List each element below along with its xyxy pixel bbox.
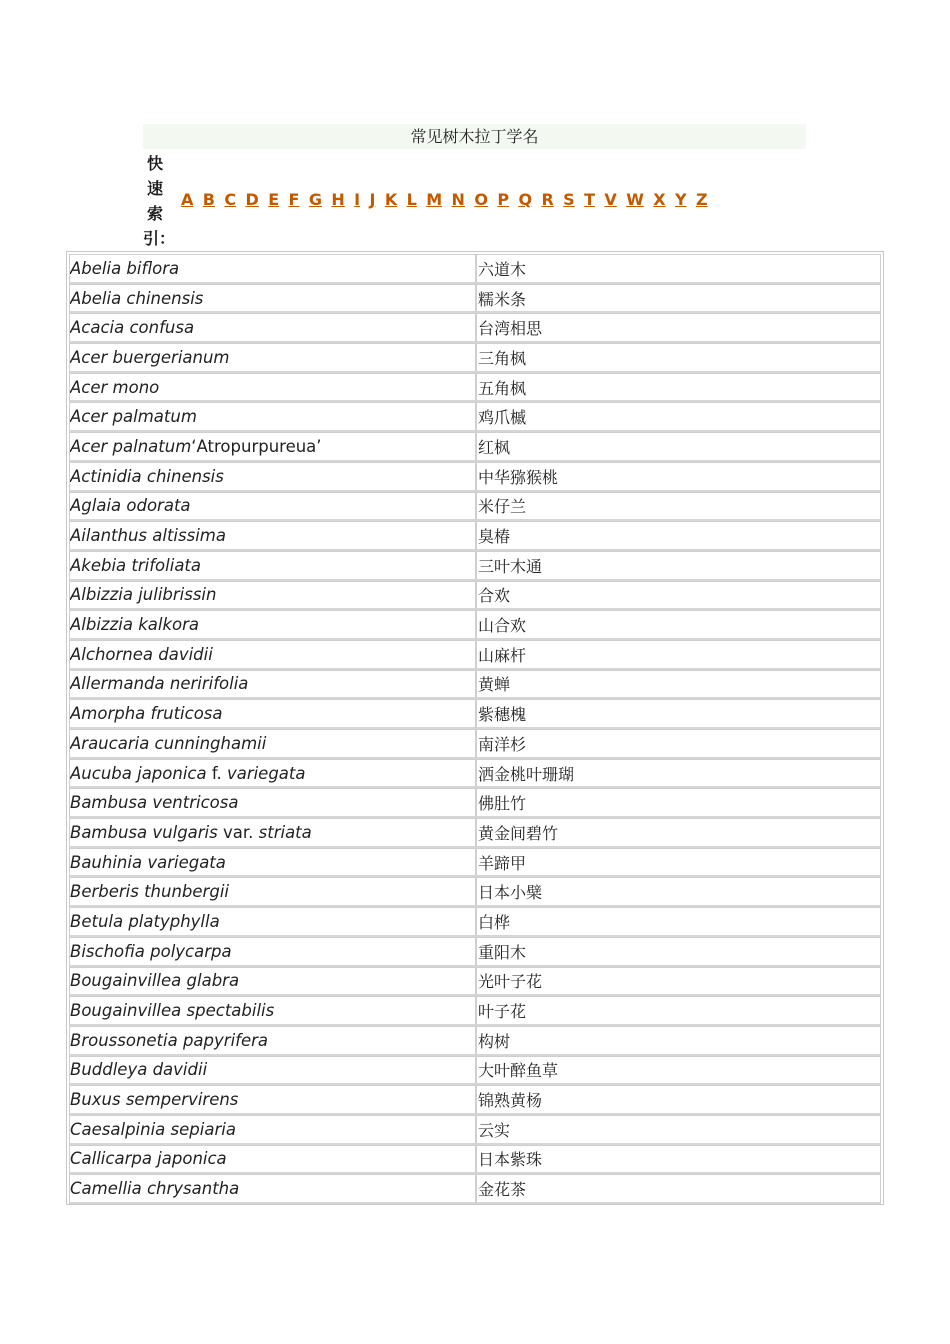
latin-name-cell: Araucaria cunninghamii [69, 729, 476, 759]
chinese-name-cell: 合欢 [476, 581, 881, 611]
chinese-name-cell: 构树 [476, 1026, 881, 1056]
chinese-name-cell: 叶子花 [476, 996, 881, 1026]
chinese-name-cell: 山麻杆 [476, 640, 881, 670]
latin-name-cell: Bambusa vulgaris var. striata [69, 818, 476, 848]
table-row [69, 818, 881, 848]
latin-name-cell: Bauhinia variegata [69, 848, 476, 878]
chinese-name-cell: 黄蝉 [476, 670, 881, 700]
latin-name-cell: Ailanthus altissima [69, 521, 476, 551]
latin-name-cell: Caesalpinia sepiaria [69, 1115, 476, 1145]
table-row [69, 462, 881, 492]
chinese-name-cell: 洒金桃叶珊瑚 [476, 759, 881, 789]
species-table [66, 251, 884, 1205]
table-row [69, 937, 881, 967]
table-row [69, 373, 881, 403]
latin-name-cell: Allermanda neririfolia [69, 670, 476, 700]
table-row [69, 640, 881, 670]
table-row [69, 848, 881, 878]
chinese-name-cell: 日本小檗 [476, 877, 881, 907]
chinese-name-cell: 米仔兰 [476, 492, 881, 522]
chinese-name-cell: 糯米条 [476, 284, 881, 314]
table-row [69, 699, 881, 729]
latin-name-cell: Bambusa ventricosa [69, 788, 476, 818]
table-row [69, 521, 881, 551]
latin-name-cell: Buxus sempervirens [69, 1085, 476, 1115]
index-link-n[interactable]: N [451, 190, 465, 209]
latin-name-cell: Camellia chrysantha [69, 1174, 476, 1204]
index-link-o[interactable]: O [474, 190, 488, 209]
table-row [69, 759, 881, 789]
latin-name-cell: Bougainvillea spectabilis [69, 996, 476, 1026]
quick-index-label: 快 速 索 引： [143, 154, 176, 248]
index-link-l[interactable]: L [406, 190, 417, 209]
latin-name-cell: Berberis thunbergii [69, 877, 476, 907]
latin-name-cell: Buddleya davidii [69, 1056, 476, 1086]
latin-name-cell: Abelia chinensis [69, 284, 476, 314]
chinese-name-cell: 臭椿 [476, 521, 881, 551]
table-row [69, 1174, 881, 1204]
chinese-name-cell: 佛肚竹 [476, 788, 881, 818]
latin-name-cell: Acer palnatum ‘Atropurpureua’ [69, 432, 476, 462]
table-row [69, 907, 881, 937]
table-row [69, 996, 881, 1026]
latin-name-cell: Betula platyphylla [69, 907, 476, 937]
index-link-t[interactable]: T [584, 190, 596, 209]
chinese-name-cell: 重阳木 [476, 937, 881, 967]
index-link-q[interactable]: Q [518, 190, 533, 209]
index-link-z[interactable]: Z [695, 190, 708, 209]
index-link-x[interactable]: X [653, 190, 666, 209]
latin-name-cell: Acer palmatum [69, 402, 476, 432]
chinese-name-cell: 鸡爪槭 [476, 402, 881, 432]
table-row [69, 551, 881, 581]
index-link-d[interactable]: D [245, 190, 259, 209]
chinese-name-cell: 金花茶 [476, 1174, 881, 1204]
index-link-p[interactable]: P [497, 190, 510, 209]
chinese-name-cell: 日本紫珠 [476, 1145, 881, 1175]
latin-name-cell: Abelia biflora [69, 254, 476, 284]
chinese-name-cell: 黄金间碧竹 [476, 818, 881, 848]
table-row [69, 670, 881, 700]
chinese-name-cell: 五角枫 [476, 373, 881, 403]
latin-name-cell: Aucuba japonica f. variegata [69, 759, 476, 789]
latin-name-cell: Broussonetia papyrifera [69, 1026, 476, 1056]
table-row [69, 877, 881, 907]
index-link-w[interactable]: W [626, 190, 644, 209]
page-title: 常见树木拉丁学名 [143, 124, 806, 149]
latin-name-cell: Acer mono [69, 373, 476, 403]
chinese-name-cell: 山合欢 [476, 610, 881, 640]
chinese-name-cell: 光叶子花 [476, 967, 881, 997]
table-row [69, 967, 881, 997]
index-link-s[interactable]: S [563, 190, 575, 209]
table-row [69, 343, 881, 373]
chinese-name-cell: 白桦 [476, 907, 881, 937]
latin-name-cell: Albizzia kalkora [69, 610, 476, 640]
chinese-name-cell: 三叶木通 [476, 551, 881, 581]
table-row [69, 432, 881, 462]
chinese-name-cell: 中华猕猴桃 [476, 462, 881, 492]
latin-name-cell: Acer buergerianum [69, 343, 476, 373]
index-link-h[interactable]: H [331, 190, 345, 209]
latin-name-cell: Albizzia julibrissin [69, 581, 476, 611]
chinese-name-cell: 羊蹄甲 [476, 848, 881, 878]
latin-name-cell: Acacia confusa [69, 313, 476, 343]
index-link-b[interactable]: B [202, 190, 215, 209]
latin-name-cell: Callicarpa japonica [69, 1145, 476, 1175]
table-row [69, 1085, 881, 1115]
latin-name-cell: Amorpha fruticosa [69, 699, 476, 729]
table-row [69, 729, 881, 759]
latin-name-cell: Bischofia polycarpa [69, 937, 476, 967]
latin-name-cell: Alchornea davidii [69, 640, 476, 670]
chinese-name-cell: 台湾相思 [476, 313, 881, 343]
index-link-g[interactable]: G [308, 190, 322, 209]
chinese-name-cell: 六道木 [476, 254, 881, 284]
chinese-name-cell: 南洋杉 [476, 729, 881, 759]
chinese-name-cell: 锦熟黄杨 [476, 1085, 881, 1115]
quick-index [143, 151, 806, 249]
index-link-r[interactable]: R [541, 190, 554, 209]
index-link-a[interactable]: A [181, 190, 194, 209]
chinese-name-cell: 云实 [476, 1115, 881, 1145]
table-row [69, 788, 881, 818]
table-row [69, 581, 881, 611]
index-link-k[interactable]: K [384, 190, 398, 209]
latin-name-cell: Akebia trifoliata [69, 551, 476, 581]
chinese-name-cell: 红枫 [476, 432, 881, 462]
table-row [69, 284, 881, 314]
table-row [69, 1115, 881, 1145]
table-row [69, 610, 881, 640]
latin-name-cell: Bougainvillea glabra [69, 967, 476, 997]
index-link-v[interactable]: V [604, 190, 617, 209]
letter-links [181, 188, 717, 212]
table-row [69, 1056, 881, 1086]
latin-name-cell: Actinidia chinensis [69, 462, 476, 492]
index-link-j[interactable]: J [369, 190, 376, 209]
index-link-y[interactable]: Y [674, 190, 687, 209]
table-row [69, 492, 881, 522]
index-link-e[interactable]: E [268, 190, 280, 209]
table-row [69, 254, 881, 284]
latin-name-cell: Aglaia odorata [69, 492, 476, 522]
index-link-f[interactable]: F [288, 190, 300, 209]
index-link-c[interactable]: C [224, 190, 237, 209]
chinese-name-cell: 大叶醉鱼草 [476, 1056, 881, 1086]
index-link-i[interactable]: I [354, 190, 361, 209]
chinese-name-cell: 三角枫 [476, 343, 881, 373]
table-row [69, 1145, 881, 1175]
table-row [69, 313, 881, 343]
table-row [69, 1026, 881, 1056]
table-row [69, 402, 881, 432]
index-link-m[interactable]: M [426, 190, 443, 209]
chinese-name-cell: 紫穗槐 [476, 699, 881, 729]
